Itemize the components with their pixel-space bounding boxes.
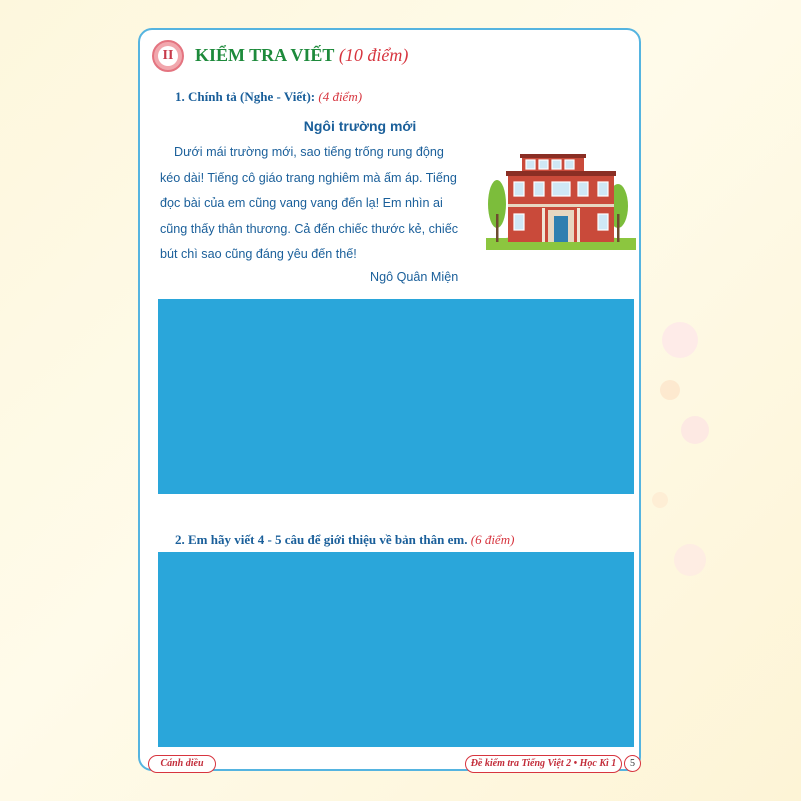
story-title: Ngôi trường mới [303,118,417,134]
footer-book-title: Đề kiểm tra Tiếng Việt 2 • Học Kì 1 [465,755,622,773]
page-number: 5 [624,755,641,772]
question-2-heading [175,532,514,548]
worksheet-page [138,28,641,771]
section-points: (10 điểm) [338,45,409,65]
story-line: Dưới mái trường mới, sao tiếng trống rung động [174,145,444,159]
section-title: KIỂM TRA VIẾT [195,45,335,65]
story-line: đọc bài của em cũng vang vang đến lạ! Em nhìn ai [160,196,443,210]
story-body [160,140,480,268]
section-number-badge [152,40,184,72]
handwriting-grid-composition[interactable] [158,552,634,747]
question-1-label: 1. Chính tả (Nghe - Viết): [175,89,316,104]
decorative-bokeh-background [640,280,801,740]
story-author: Ngô Quân Miện [370,270,459,284]
question-1-heading [175,89,362,105]
story-line: cũng thấy thân thương. Cả đến chiếc thước kẻ, chiếc [160,221,459,236]
school-building-illustration [486,154,636,250]
story-line: bút chì sao cũng đáng yêu đến thế! [160,247,357,261]
footer-series-label: Cánh diều [148,755,216,773]
question-2-label: 2. Em hãy viết 4 - 5 câu để giới thiệu về bản thân em. [175,532,468,547]
question-1-points: (4 điểm) [318,89,363,104]
handwriting-grid-dictation[interactable] [158,299,634,494]
section-number: II [158,46,178,66]
section-heading [195,45,408,66]
question-2-points: (6 điểm) [470,532,515,547]
story-line: kéo dài! Tiếng cô giáo trang nghiêm mà ấm áp. Tiếng [160,170,457,185]
